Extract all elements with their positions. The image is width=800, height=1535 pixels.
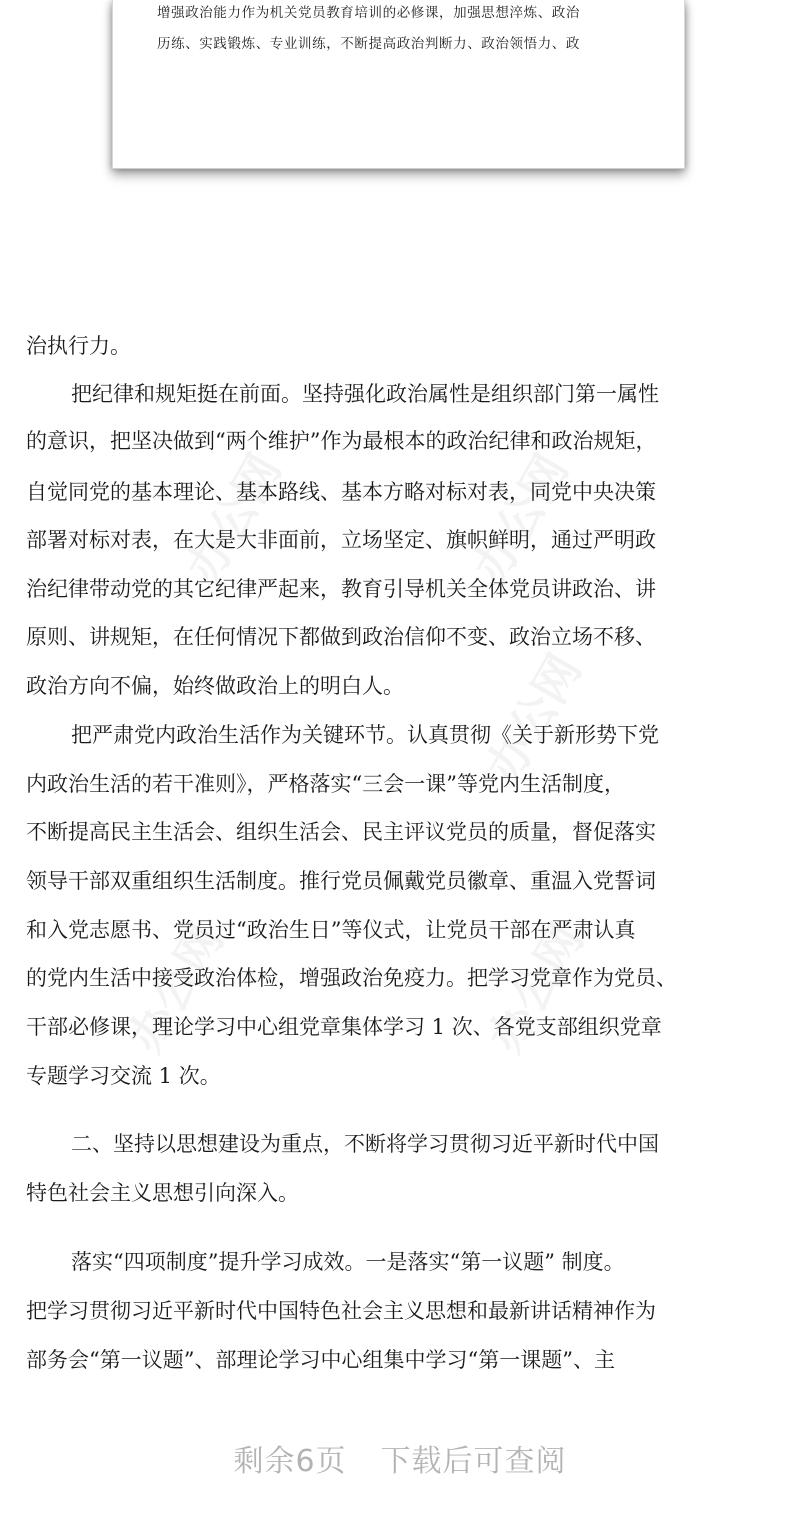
- body-line: 落实“四项制度”提升学习成效。一是落实“第一议题” 制度。: [71, 1250, 625, 1274]
- body-line: 的意识，把坚决做到“两个维护”作为最根本的政治纪律和政治规矩，: [26, 429, 657, 453]
- watermark: 办公网: [462, 444, 579, 592]
- body-line: 干部必修课，理论学习中心组党章集体学习 1 次、各党支部组织党章: [26, 1015, 662, 1039]
- download-hint-label: 下载后可查阅: [380, 1444, 567, 1479]
- body-line: 部务会“第一议题”、部理论学习中心组集中学习“第一课题”、主: [26, 1348, 615, 1372]
- body-line: 部署对标对表，在大是大非面前，立场坚定、旗帜鲜明，通过严明政: [26, 528, 656, 552]
- preview-page-card: [112, 0, 685, 169]
- body-line: 和入党志愿书、党员过“政治生日”等仪式，让党员干部在严肃认真: [26, 918, 636, 942]
- body-line: 把严肃党内政治生活作为关键环节。认真贯彻《关于新形势下党: [71, 723, 659, 747]
- body-line: 把纪律和规矩挺在前面。坚持强化政治属性是组织部门第一属性: [71, 382, 659, 406]
- body-line: 的党内生活中接受政治体检，增强政治免疫力。把学习党章作为党员、: [26, 966, 677, 990]
- body-line: 治执行力。: [26, 334, 131, 358]
- body-line: 专题学习交流 1 次。: [26, 1064, 221, 1088]
- remaining-pages-banner[interactable]: [0, 1436, 800, 1480]
- section-heading-line: 二、坚持以思想建设为重点，不断将学习贯彻习近平新时代中国: [71, 1132, 659, 1156]
- body-line: 把学习贯彻习近平新时代中国特色社会主义思想和最新讲话精神作为: [26, 1299, 656, 1323]
- section-heading-line: 特色社会主义思想引向深入。: [26, 1181, 299, 1205]
- body-line: 领导干部双重组织生活制度。推行党员佩戴党员徽章、重温入党誓词: [26, 869, 656, 893]
- body-line: 原则、讲规矩，在任何情况下都做到政治信仰不变、政治立场不移、: [26, 625, 656, 649]
- body-line: 自觉同党的基本理论、基本路线、基本方略对标对表，同党中央决策: [26, 480, 656, 504]
- watermark: 办公网: [175, 444, 292, 592]
- remaining-pages-label: 剩余6页: [233, 1444, 347, 1479]
- watermark: 办公网: [117, 914, 234, 1062]
- watermark: 办公网: [475, 644, 592, 792]
- body-line: 政治方向不偏，始终做政治上的明白人。: [26, 674, 404, 698]
- preview-line-1: 增强政治能力作为机关党员教育培训的必修课，加强思想淬炼、政治: [157, 5, 580, 21]
- body-line: 不断提高民主生活会、组织生活会、民主评议党员的质量，督促落实: [26, 820, 656, 844]
- body-line: 内政治生活的若干准则》，严格落实“三会一课”等党内生活制度，: [26, 772, 625, 796]
- preview-line-2: 历练、实践锻炼、专业训练，不断提高政治判断力、政治领悟力、政: [157, 36, 580, 52]
- watermark: 办公网: [477, 914, 594, 1062]
- body-line: 治纪律带动党的其它纪律严起来，教育引导机关全体党员讲政治、讲: [26, 577, 656, 601]
